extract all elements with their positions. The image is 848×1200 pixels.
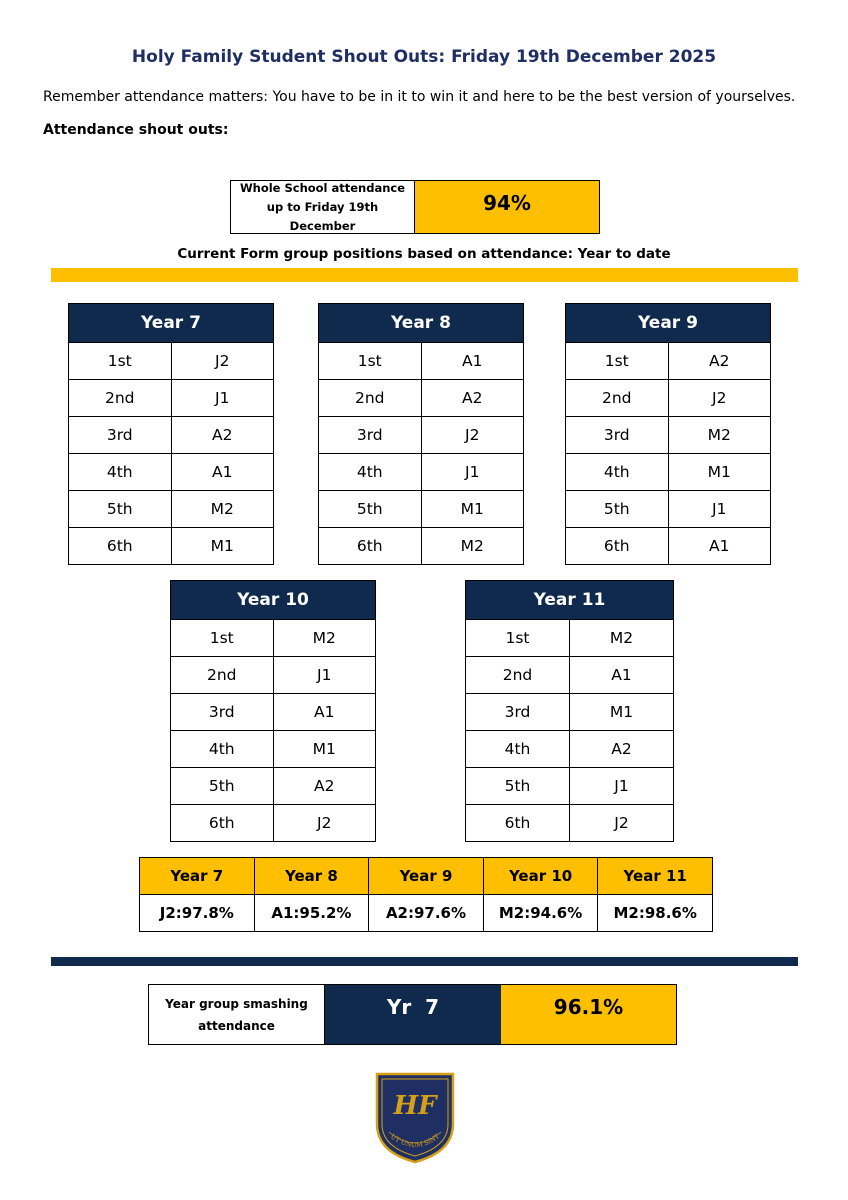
form-cell: M2	[273, 620, 376, 657]
form-cell: A1	[171, 454, 274, 491]
form-cell: J2	[171, 343, 274, 380]
year-group-label: Year group smashing attendance	[149, 985, 325, 1044]
position-cell: 3rd	[466, 694, 570, 731]
table-row	[171, 694, 376, 731]
form-cell: M2	[570, 620, 674, 657]
form-cell: J2	[273, 805, 376, 842]
position-cell: 4th	[466, 731, 570, 768]
form-cell: M1	[668, 454, 771, 491]
top-form-summary-table	[139, 857, 713, 932]
whole-school-value: 94%	[415, 181, 599, 233]
year-table-header: Year 11	[466, 581, 674, 620]
page-title: Holy Family Student Shout Outs: Friday 19th December 2025	[131, 47, 717, 67]
position-cell: 6th	[466, 805, 570, 842]
shout-outs-heading: Attendance shout outs:	[43, 122, 229, 138]
summary-header: Year 8	[254, 858, 369, 895]
table-row	[466, 731, 674, 768]
year-table-header: Year 10	[171, 581, 376, 620]
table-row	[466, 620, 674, 657]
form-cell: J1	[668, 491, 771, 528]
position-cell: 2nd	[171, 657, 274, 694]
form-cell: M2	[668, 417, 771, 454]
table-row	[466, 768, 674, 805]
table-row	[566, 528, 771, 565]
form-cell: J1	[421, 454, 524, 491]
position-cell: 5th	[466, 768, 570, 805]
position-cell: 4th	[319, 454, 422, 491]
table-row	[69, 380, 274, 417]
table-row	[319, 380, 524, 417]
position-cell: 2nd	[466, 657, 570, 694]
position-cell: 5th	[69, 491, 172, 528]
whole-school-label: Whole School attendance up to Friday 19th December	[231, 181, 415, 233]
year-9-table	[565, 303, 771, 565]
summary-value: A2:97.6%	[369, 895, 484, 932]
summary-value: J2:97.8%	[140, 895, 255, 932]
form-cell: J1	[570, 768, 674, 805]
summary-value: M2:98.6%	[598, 895, 713, 932]
summary-header: Year 10	[483, 858, 598, 895]
position-cell: 1st	[319, 343, 422, 380]
form-cell: A2	[421, 380, 524, 417]
summary-value: A1:95.2%	[254, 895, 369, 932]
position-cell: 1st	[171, 620, 274, 657]
year-table-header: Year 7	[69, 304, 274, 343]
form-cell: A1	[570, 657, 674, 694]
table-row	[171, 768, 376, 805]
form-cell: J2	[570, 805, 674, 842]
position-cell: 5th	[319, 491, 422, 528]
form-cell: A2	[171, 417, 274, 454]
table-row	[69, 454, 274, 491]
table-row	[319, 454, 524, 491]
table-row	[566, 417, 771, 454]
form-cell: M1	[273, 731, 376, 768]
summary-header: Year 11	[598, 858, 713, 895]
gold-divider	[51, 268, 798, 282]
form-cell: J2	[421, 417, 524, 454]
summary-value-row	[140, 895, 713, 932]
table-row	[171, 657, 376, 694]
school-crest-logo	[375, 1072, 455, 1164]
year-8-table	[318, 303, 524, 565]
year-11-table	[465, 580, 674, 842]
intro-text: Remember attendance matters: You have to be in it to win it and here to be the best version of yourselves.	[43, 89, 796, 105]
form-cell: A1	[421, 343, 524, 380]
table-row	[566, 380, 771, 417]
form-cell: J1	[273, 657, 376, 694]
position-cell: 1st	[466, 620, 570, 657]
table-row	[466, 657, 674, 694]
year-table-header: Year 8	[319, 304, 524, 343]
summary-header: Year 7	[140, 858, 255, 895]
form-cell: M2	[171, 491, 274, 528]
position-cell: 2nd	[69, 380, 172, 417]
form-cell: M2	[421, 528, 524, 565]
year-group-value: 96.1%	[501, 985, 676, 1044]
position-cell: 2nd	[319, 380, 422, 417]
form-cell: M1	[171, 528, 274, 565]
table-row	[319, 343, 524, 380]
crest-letters: HF	[393, 1091, 437, 1121]
year-group-year: Yr 7	[325, 985, 501, 1044]
position-cell: 4th	[171, 731, 274, 768]
position-cell: 3rd	[319, 417, 422, 454]
position-cell: 2nd	[566, 380, 669, 417]
position-cell: 6th	[69, 528, 172, 565]
year-10-table	[170, 580, 376, 842]
year-table-header: Year 9	[566, 304, 771, 343]
table-row	[319, 491, 524, 528]
form-cell: A2	[668, 343, 771, 380]
position-cell: 6th	[171, 805, 274, 842]
table-row	[171, 805, 376, 842]
form-cell: A1	[273, 694, 376, 731]
positions-heading: Current Form group positions based on attendance: Year to date	[177, 246, 671, 262]
position-cell: 3rd	[171, 694, 274, 731]
form-cell: M1	[570, 694, 674, 731]
table-row	[69, 417, 274, 454]
form-cell: J2	[668, 380, 771, 417]
summary-header: Year 9	[369, 858, 484, 895]
table-row	[69, 491, 274, 528]
year-7-table	[68, 303, 274, 565]
table-row	[466, 694, 674, 731]
crest-motto: UT UNUM SINT	[389, 1132, 441, 1150]
form-cell: A2	[570, 731, 674, 768]
form-cell: M1	[421, 491, 524, 528]
summary-header-row	[140, 858, 713, 895]
table-row	[319, 528, 524, 565]
form-cell: A1	[668, 528, 771, 565]
position-cell: 6th	[566, 528, 669, 565]
position-cell: 3rd	[566, 417, 669, 454]
position-cell: 4th	[566, 454, 669, 491]
position-cell: 5th	[171, 768, 274, 805]
position-cell: 4th	[69, 454, 172, 491]
table-row	[69, 528, 274, 565]
table-row	[69, 343, 274, 380]
table-row	[566, 454, 771, 491]
position-cell: 3rd	[69, 417, 172, 454]
table-row	[566, 343, 771, 380]
navy-divider	[51, 957, 798, 966]
table-row	[171, 731, 376, 768]
year-group-attendance-box	[148, 984, 677, 1045]
table-row	[319, 417, 524, 454]
whole-school-attendance-box	[230, 180, 600, 234]
table-row	[171, 620, 376, 657]
table-row	[466, 805, 674, 842]
form-cell: A2	[273, 768, 376, 805]
table-row	[566, 491, 771, 528]
position-cell: 5th	[566, 491, 669, 528]
form-cell: J1	[171, 380, 274, 417]
summary-value: M2:94.6%	[483, 895, 598, 932]
position-cell: 1st	[69, 343, 172, 380]
position-cell: 1st	[566, 343, 669, 380]
position-cell: 6th	[319, 528, 422, 565]
